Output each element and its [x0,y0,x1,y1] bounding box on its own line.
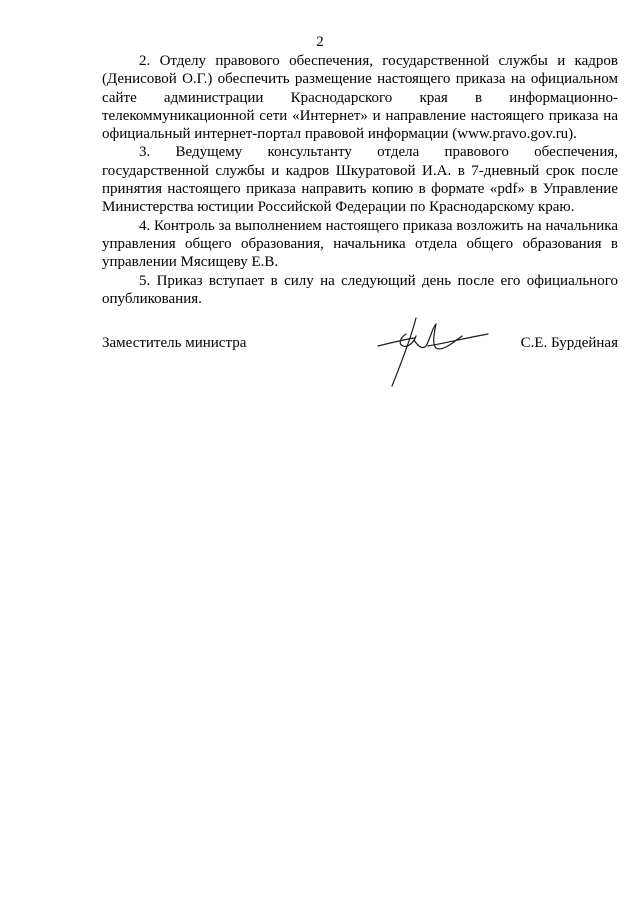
paragraph-item-3: 3. Ведущему консультанту отдела правового обеспечения, государственной службы и кадров Шкуратовой И.А. в 7-дневный срок после принятия настоящего приказа направить копию в формате «pdf» в Управление Министерства юстиции Российской Федерации по Краснодарскому краю. [102,144,618,216]
signatory-name: С.Е. Бурдейная [520,335,618,351]
signature-block [102,334,618,404]
paragraph-item-5: 5. Приказ вступает в силу на следующий день после его официального опубликования. [102,272,618,307]
handwritten-signature-icon [370,316,490,392]
signatory-position: Заместитель министра [102,335,247,351]
page-number: 2 [316,34,324,50]
paragraph-item-4: 4. Контроль за выполнением настоящего приказа возложить на начальника управления общего образования, начальника отдела общего образования в управлении Мясищеву Е.В. [102,217,618,271]
paragraph-item-2: 2. Отделу правового обеспечения, государственной службы и кадров (Денисовой О.Г.) обеспечить размещение настоящего приказа на официальном сайте администрации Краснодарского края в информационно-телекоммуникационной сети «Интернет» и направление настоящего приказа на официальный интернет-портал правовой информации (www.pravo.gov.ru). [102,53,618,143]
document-body [102,52,618,308]
